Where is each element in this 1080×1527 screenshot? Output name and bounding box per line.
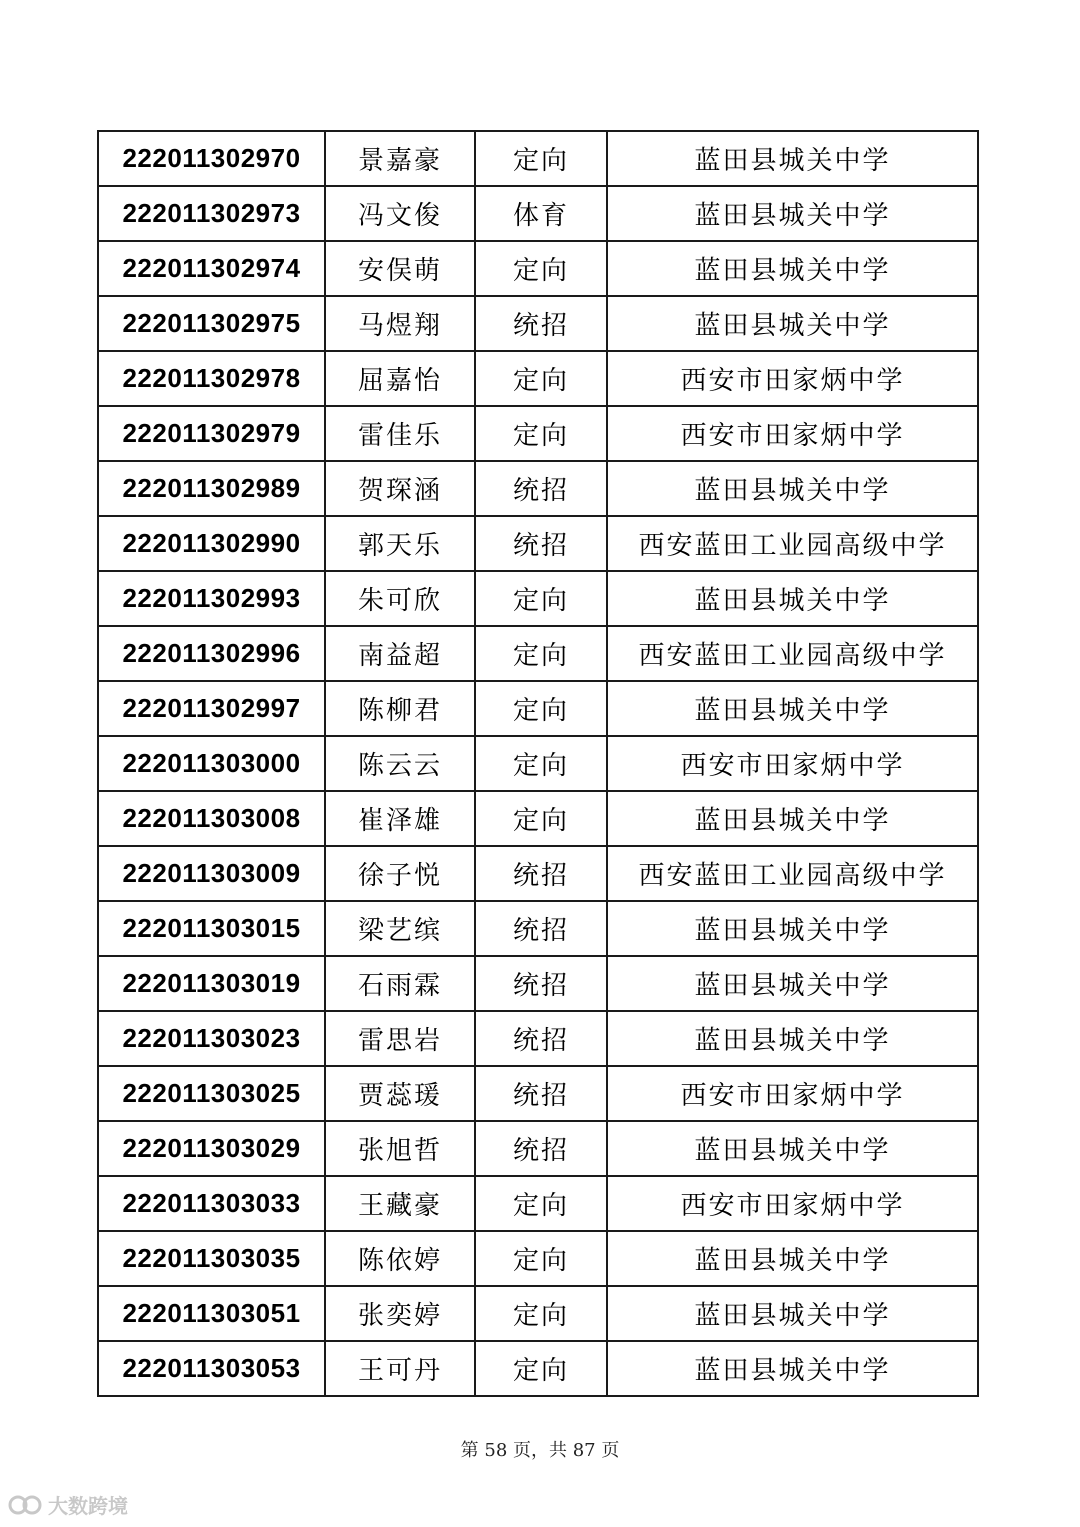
table-row: [98, 1231, 978, 1286]
id-cell: 222011303015: [98, 901, 325, 956]
page-footer: [0, 1436, 1080, 1462]
id-cell: 222011303033: [98, 1176, 325, 1231]
admission-table: [97, 130, 979, 1397]
school-cell: 西安市田家炳中学: [607, 1176, 978, 1231]
id-cell: 222011302990: [98, 516, 325, 571]
id-cell: 222011302979: [98, 406, 325, 461]
school-cell: 蓝田县城关中学: [607, 296, 978, 351]
table-row: [98, 1341, 978, 1396]
school-cell: 西安蓝田工业园高级中学: [607, 516, 978, 571]
name-cell: 陈云云: [325, 736, 475, 791]
type-cell: 定向: [475, 681, 607, 736]
school-cell: 蓝田县城关中学: [607, 131, 978, 186]
name-cell: 陈柳君: [325, 681, 475, 736]
table-row: [98, 791, 978, 846]
name-cell: 贺琛涵: [325, 461, 475, 516]
table-row: [98, 901, 978, 956]
id-cell: 222011302970: [98, 131, 325, 186]
type-cell: 定向: [475, 1176, 607, 1231]
id-cell: 222011302973: [98, 186, 325, 241]
id-cell: 222011303009: [98, 846, 325, 901]
name-cell: 陈依婷: [325, 1231, 475, 1286]
type-cell: 统招: [475, 1011, 607, 1066]
table-row: [98, 626, 978, 681]
name-cell: 张奕婷: [325, 1286, 475, 1341]
name-cell: 马煜翔: [325, 296, 475, 351]
school-cell: 蓝田县城关中学: [607, 1121, 978, 1176]
table-row: [98, 1011, 978, 1066]
id-cell: 222011303019: [98, 956, 325, 1011]
id-cell: 222011303008: [98, 791, 325, 846]
type-cell: 统招: [475, 1121, 607, 1176]
name-cell: 雷佳乐: [325, 406, 475, 461]
school-cell: 西安市田家炳中学: [607, 1066, 978, 1121]
school-cell: 蓝田县城关中学: [607, 1011, 978, 1066]
table-row: [98, 956, 978, 1011]
school-cell: 西安蓝田工业园高级中学: [607, 626, 978, 681]
table-row: [98, 736, 978, 791]
school-cell: 蓝田县城关中学: [607, 1286, 978, 1341]
watermark-logo-icon: [8, 1492, 42, 1518]
table-row: [98, 681, 978, 736]
type-cell: 统招: [475, 901, 607, 956]
id-cell: 222011302997: [98, 681, 325, 736]
id-cell: 222011302975: [98, 296, 325, 351]
school-cell: 蓝田县城关中学: [607, 956, 978, 1011]
name-cell: 郭天乐: [325, 516, 475, 571]
name-cell: 冯文俊: [325, 186, 475, 241]
type-cell: 定向: [475, 241, 607, 296]
name-cell: 王藏豪: [325, 1176, 475, 1231]
name-cell: 南益超: [325, 626, 475, 681]
page-number-label: 第 58 页，共 87 页: [460, 1440, 620, 1461]
table-row: [98, 406, 978, 461]
name-cell: 徐子悦: [325, 846, 475, 901]
type-cell: 统招: [475, 461, 607, 516]
type-cell: 定向: [475, 406, 607, 461]
school-cell: 蓝田县城关中学: [607, 1341, 978, 1396]
table-row: [98, 461, 978, 516]
watermark: [8, 1490, 128, 1519]
type-cell: 定向: [475, 351, 607, 406]
watermark-text: 大数跨境: [48, 1494, 128, 1518]
table-row: [98, 516, 978, 571]
table-row: [98, 351, 978, 406]
school-cell: 蓝田县城关中学: [607, 1231, 978, 1286]
id-cell: 222011302996: [98, 626, 325, 681]
table-row: [98, 186, 978, 241]
id-cell: 222011302978: [98, 351, 325, 406]
table-row: [98, 296, 978, 351]
id-cell: 222011303025: [98, 1066, 325, 1121]
id-cell: 222011302993: [98, 571, 325, 626]
table-row: [98, 846, 978, 901]
table-row: [98, 241, 978, 296]
name-cell: 安俣萌: [325, 241, 475, 296]
name-cell: 屈嘉怡: [325, 351, 475, 406]
table-row: [98, 1066, 978, 1121]
name-cell: 梁艺缤: [325, 901, 475, 956]
table-row: [98, 131, 978, 186]
school-cell: 西安蓝田工业园高级中学: [607, 846, 978, 901]
school-cell: 蓝田县城关中学: [607, 241, 978, 296]
type-cell: 定向: [475, 571, 607, 626]
id-cell: 222011303000: [98, 736, 325, 791]
school-cell: 西安市田家炳中学: [607, 351, 978, 406]
school-cell: 蓝田县城关中学: [607, 681, 978, 736]
type-cell: 定向: [475, 1231, 607, 1286]
id-cell: 222011303053: [98, 1341, 325, 1396]
type-cell: 定向: [475, 791, 607, 846]
school-cell: 蓝田县城关中学: [607, 186, 978, 241]
name-cell: 石雨霖: [325, 956, 475, 1011]
table-row: [98, 1286, 978, 1341]
school-cell: 西安市田家炳中学: [607, 736, 978, 791]
id-cell: 222011302974: [98, 241, 325, 296]
type-cell: 统招: [475, 956, 607, 1011]
name-cell: 张旭哲: [325, 1121, 475, 1176]
type-cell: 统招: [475, 516, 607, 571]
type-cell: 定向: [475, 1286, 607, 1341]
id-cell: 222011303029: [98, 1121, 325, 1176]
type-cell: 定向: [475, 736, 607, 791]
school-cell: 蓝田县城关中学: [607, 571, 978, 626]
name-cell: 朱可欣: [325, 571, 475, 626]
name-cell: 王可丹: [325, 1341, 475, 1396]
id-cell: 222011303051: [98, 1286, 325, 1341]
name-cell: 崔泽雄: [325, 791, 475, 846]
type-cell: 定向: [475, 626, 607, 681]
id-cell: 222011303035: [98, 1231, 325, 1286]
type-cell: 统招: [475, 846, 607, 901]
admission-table-container: [97, 130, 977, 1397]
type-cell: 定向: [475, 1341, 607, 1396]
table-body: [98, 131, 978, 1396]
name-cell: 雷思岩: [325, 1011, 475, 1066]
type-cell: 定向: [475, 131, 607, 186]
id-cell: 222011303023: [98, 1011, 325, 1066]
type-cell: 体育: [475, 186, 607, 241]
school-cell: 蓝田县城关中学: [607, 901, 978, 956]
type-cell: 统招: [475, 1066, 607, 1121]
id-cell: 222011302989: [98, 461, 325, 516]
school-cell: 西安市田家炳中学: [607, 406, 978, 461]
school-cell: 蓝田县城关中学: [607, 461, 978, 516]
name-cell: 景嘉豪: [325, 131, 475, 186]
table-row: [98, 1121, 978, 1176]
type-cell: 统招: [475, 296, 607, 351]
school-cell: 蓝田县城关中学: [607, 791, 978, 846]
name-cell: 贾蕊瑗: [325, 1066, 475, 1121]
table-row: [98, 571, 978, 626]
table-row: [98, 1176, 978, 1231]
